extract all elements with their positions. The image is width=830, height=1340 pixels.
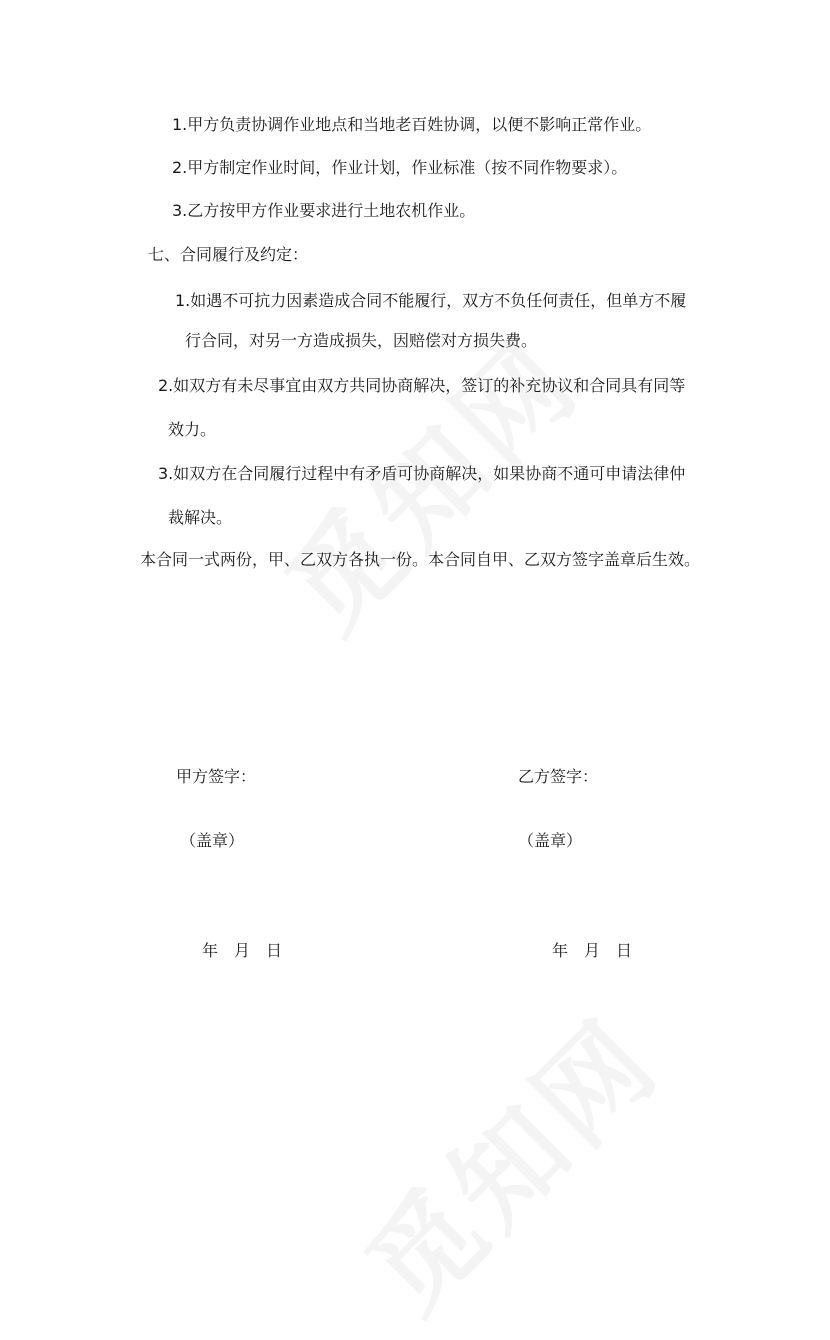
clause-7-2-line2: 效力。 (168, 420, 217, 439)
section-seven-heading: 七、合同履行及约定： (148, 245, 309, 264)
clause-7-3-line2: 裁解决。 (168, 508, 233, 527)
clause-6-2: 2.甲方制定作业时间，作业计划，作业标准（按不同作物要求）。 (172, 158, 628, 177)
party-b-signature: 乙方签字： (518, 767, 599, 786)
clause-7-2-line1: 2.如双方有未尽事宜由双方共同协商解决，签订的补充协议和合同具有同等 (158, 376, 686, 395)
party-a-signature: 甲方签字： (176, 767, 257, 786)
party-b-date: 年 月 日 (552, 941, 633, 960)
clause-7-3-line1: 3.如双方在合同履行过程中有矛盾可协商解决，如果协商不通可申请法律仲 (158, 464, 686, 483)
clause-7-1-line2: 行合同，对另一方造成损失，因赔偿对方损失费。 (185, 331, 538, 350)
party-b-seal: （盖章） (518, 831, 583, 850)
watermark-bottom (326, 978, 688, 1340)
clause-7-1-line1: 1.如遇不可抗力因素造成合同不能履行，双方不负任何责任，但单方不履 (175, 291, 687, 310)
party-a-seal: （盖章） (180, 831, 245, 850)
closing-statement: 本合同一式两份，甲、乙双方各执一份。本合同自甲、乙双方签字盖章后生效。 (140, 550, 701, 569)
party-a-date: 年 月 日 (202, 941, 283, 960)
clause-6-3: 3.乙方按甲方作业要求进行土地农机作业。 (172, 201, 476, 220)
clause-6-1: 1.甲方负责协调作业地点和当地老百姓协调，以便不影响正常作业。 (172, 115, 652, 134)
